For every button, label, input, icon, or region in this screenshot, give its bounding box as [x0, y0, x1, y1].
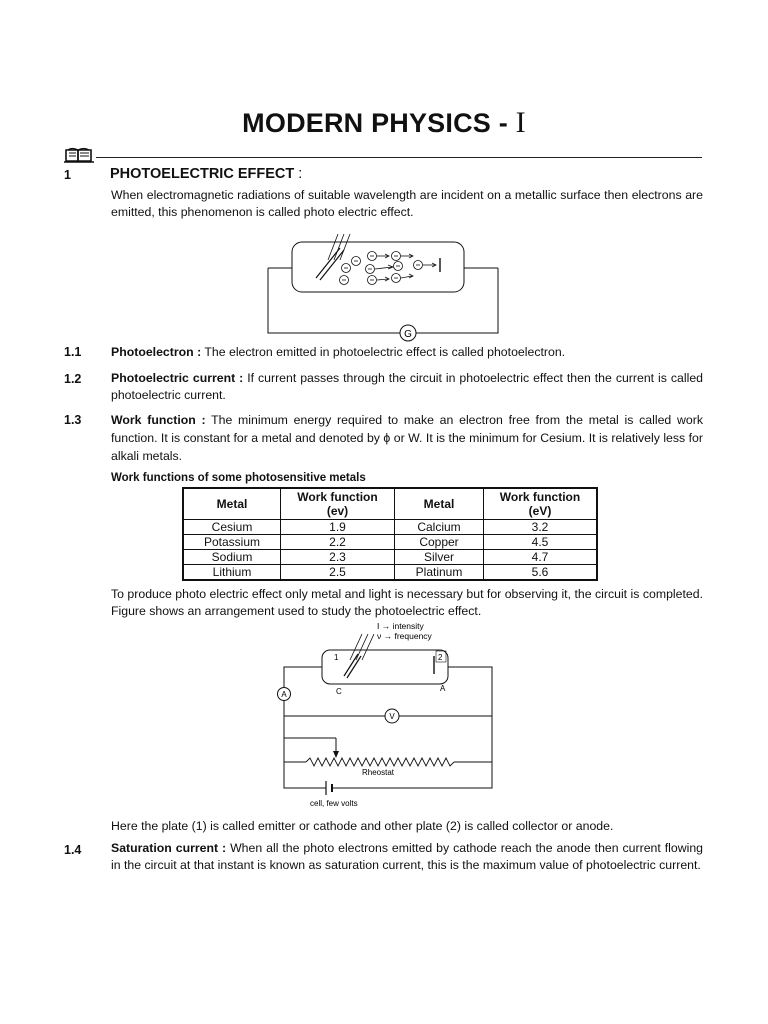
photoelectron-definition: Photoelectron : The electron emitted in photoelectric effect is called photoelectron.: [111, 345, 566, 359]
section-number: 1: [64, 168, 71, 182]
legend-frequency: ν → frequency: [377, 631, 432, 641]
table-row: [183, 535, 597, 550]
subsection-number: 1.1: [64, 345, 82, 359]
setup-paragraph: To produce photo electric effect only metal and light is necessary but for observing it, the circuit is completed. Figure shows an arrangement used to study the photoelectric effect.: [111, 587, 703, 618]
section-heading: PHOTOELECTRIC EFFECT :: [110, 166, 303, 182]
page-title: MODERN PHYSICS - I: [242, 106, 526, 139]
table-cell: Lithium: [183, 565, 281, 581]
plates-paragraph: Here the plate (1) is called emitter or cathode and other plate (2) is called collector or anode.: [111, 819, 614, 833]
work-function-table: [182, 487, 598, 581]
table-cell: Silver: [395, 550, 484, 565]
table-cell: 5.6: [484, 565, 598, 581]
table-cell: Calcium: [395, 520, 484, 535]
table-cell: 1.9: [281, 520, 395, 535]
electrons-group: [340, 252, 437, 285]
anode-label: A: [440, 684, 446, 693]
table-cell: 3.2: [484, 520, 598, 535]
table-caption: Work functions of some photosensitive metals: [111, 472, 366, 484]
table-header-row: [183, 488, 597, 520]
ammeter-label: A: [281, 690, 287, 699]
table-header-cell: Work function (ev): [281, 488, 395, 520]
table-cell: 4.5: [484, 535, 598, 550]
table-row: [183, 565, 597, 581]
table-cell: Potassium: [183, 535, 281, 550]
table-cell: Platinum: [395, 565, 484, 581]
table-row: [183, 520, 597, 535]
table-header-cell: Work function (eV): [484, 488, 598, 520]
subsection-number: 1.4: [64, 843, 82, 857]
saturation-current-definition: Saturation current : When all the photo electrons emitted by cathode reach the anode then current flowing in the circuit at that instant is known as saturation current, this is the maximum value of photoelectric current.: [111, 841, 703, 872]
table-cell: 2.3: [281, 550, 395, 565]
table-header-cell: Metal: [183, 488, 281, 520]
section-intro-text: When electromagnetic radiations of suitable wavelength are incident on a metallic surface then electrons are emitted, this phenomenon is called photo electric effect.: [111, 188, 703, 219]
plate-1-label: 1: [334, 653, 339, 662]
plate-2-label: 2: [438, 653, 443, 662]
cathode-label: C: [336, 687, 342, 696]
cell-label: cell, few volts: [310, 799, 358, 808]
table-cell: Copper: [395, 535, 484, 550]
work-function-definition: Work function : The minimum energy required to make an electron free from the metal is called work function. It is constant for a metal and denoted by ϕ or W. It is the minimum for Cesium. It is relatively less for alkali metals.: [111, 413, 703, 463]
subsection-number: 1.2: [64, 372, 82, 386]
open-book-icon: [64, 147, 94, 163]
table-cell: 2.2: [281, 535, 395, 550]
table-cell: 2.5: [281, 565, 395, 581]
header-rule: [96, 157, 702, 158]
voltmeter-label: V: [389, 712, 395, 721]
table-cell: 4.7: [484, 550, 598, 565]
photoelectric-circuit-figure: [270, 620, 510, 810]
table-row: [183, 550, 597, 565]
rheostat-label: Rheostat: [362, 768, 395, 777]
galvanometer-label: G: [404, 329, 412, 340]
photoelectric-tube-figure: [260, 228, 510, 348]
table-header-cell: Metal: [395, 488, 484, 520]
photoelectric-current-definition: Photoelectric current : If current passes through the circuit in photoelectric effect then the current is called photoelectric current.: [111, 371, 703, 402]
rheostat-icon: [306, 758, 454, 766]
legend-intensity: I → intensity: [377, 621, 424, 631]
subsection-number: 1.3: [64, 413, 82, 427]
table-cell: Sodium: [183, 550, 281, 565]
table-cell: Cesium: [183, 520, 281, 535]
